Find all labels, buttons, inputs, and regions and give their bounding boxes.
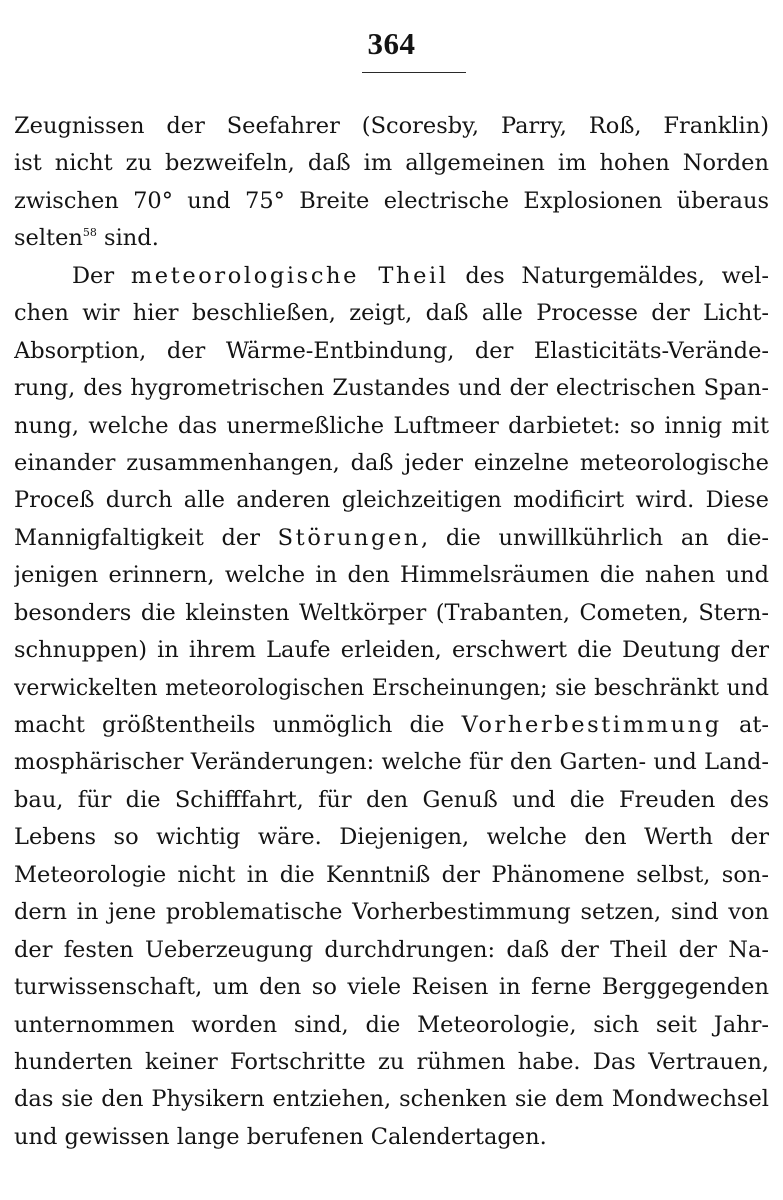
page-number: 364 bbox=[367, 26, 416, 61]
text-line bbox=[14, 670, 769, 707]
text-run: Proceß durch alle anderen gleichzeitigen modificirt wird. Diese bbox=[14, 487, 769, 514]
text-run: selten bbox=[14, 225, 83, 252]
text-run: besonders die kleinsten Weltkörper (Trabanten, Cometen, Stern- bbox=[14, 599, 769, 626]
text-line bbox=[14, 1081, 769, 1118]
text-line bbox=[14, 969, 769, 1006]
text-run: , die unwillkührlich an die- bbox=[421, 524, 769, 551]
text-line bbox=[14, 932, 769, 969]
header-rule bbox=[362, 72, 466, 73]
text-run: at- bbox=[721, 712, 769, 738]
text-line bbox=[14, 520, 769, 557]
text-run: hunderten keiner Fortschritte zu rühmen habe. Das Vertrauen, bbox=[14, 1048, 769, 1075]
text-run: nung, welche das unermeßliche Luftmeer darbietet: so innig mit bbox=[14, 412, 769, 439]
emphasized-text: Störungen bbox=[277, 524, 422, 551]
text-run: einander zusammenhangen, daß jeder einzelne meteorologische bbox=[14, 449, 769, 476]
text-run: verwickelten meteorologischen Erscheinungen; sie beschränkt und bbox=[14, 675, 769, 701]
text-run: rung, des hygrometrischen Zustandes und der electrischen Span- bbox=[14, 375, 769, 402]
text-run: chen wir hier beschließen, zeigt, daß alle Processe der Licht- bbox=[14, 300, 769, 327]
text-run: sind. bbox=[96, 225, 159, 252]
emphasized-text: meteorologische Theil bbox=[130, 262, 449, 289]
text-line bbox=[14, 1119, 769, 1156]
body-text bbox=[14, 108, 769, 1156]
text-run: zwischen 70° und 75° Breite electrische Explosionen überaus bbox=[14, 187, 769, 214]
text-line bbox=[14, 108, 769, 145]
text-line bbox=[14, 145, 769, 182]
text-run: und gewissen lange berufenen Calendertagen. bbox=[14, 1123, 547, 1150]
text-line bbox=[14, 408, 769, 445]
text-line bbox=[14, 595, 769, 632]
text-line bbox=[14, 445, 769, 482]
text-line bbox=[14, 1044, 769, 1081]
text-line bbox=[14, 819, 769, 856]
text-line bbox=[14, 482, 769, 519]
text-line bbox=[14, 258, 769, 295]
text-run: des Naturgemäldes, wel- bbox=[448, 262, 769, 289]
text-line bbox=[14, 744, 769, 781]
text-run: der festen Ueberzeugung durchdrungen: daß der Theil der Na- bbox=[14, 936, 769, 963]
text-line bbox=[14, 632, 769, 669]
text-run: unternommen worden sind, die Meteorologie, sich seit Jahr- bbox=[14, 1011, 769, 1038]
text-run: macht größtentheils unmöglich die bbox=[14, 712, 462, 738]
text-run: ist nicht zu bezweifeln, daß im allgemeinen im hohen Norden bbox=[14, 150, 769, 177]
text-line bbox=[14, 183, 769, 220]
text-run: turwissenschaft, um den so viele Reisen in ferne Berggegenden bbox=[14, 974, 769, 1001]
footnote-ref: 58 bbox=[82, 226, 97, 240]
text-run: Lebens so wichtig wäre. Diejenigen, welche den Werth der bbox=[14, 824, 769, 851]
text-run: Zeugnissen der Seefahrer (Scoresby, Parry, Roß, Franklin) bbox=[14, 113, 769, 139]
text-run: das sie den Physikern entziehen, schenken sie dem Mondwechsel bbox=[14, 1086, 769, 1113]
text-line bbox=[14, 1007, 769, 1044]
text-run: Absorption, der Wärme-Entbindung, der Elasticitäts-Verände- bbox=[14, 337, 769, 364]
text-run: Mannigfaltigkeit der bbox=[14, 524, 278, 551]
emphasized-text: Vorherbestimmung bbox=[461, 712, 722, 738]
text-line bbox=[14, 220, 769, 257]
text-run: Meteorologie nicht in die Kenntniß der Phänomene selbst, son- bbox=[14, 861, 769, 888]
text-line bbox=[14, 857, 769, 894]
text-run: mosphärischer Veränderungen: welche für den Garten- und Land- bbox=[14, 749, 769, 776]
text-line bbox=[14, 557, 769, 594]
text-run: jenigen erinnern, welche in den Himmelsräumen die nahen und bbox=[14, 562, 769, 589]
text-run: schnuppen) in ihrem Laufe erleiden, erschwert die Deutung der bbox=[14, 637, 769, 664]
text-line bbox=[14, 370, 769, 407]
text-line bbox=[14, 333, 769, 370]
text-line bbox=[14, 782, 769, 819]
text-run: dern in jene problematische Vorherbestimmung setzen, sind von bbox=[14, 899, 769, 926]
text-run: Der bbox=[72, 262, 131, 289]
text-line bbox=[14, 707, 769, 744]
text-run: bau, für die Schifffahrt, für den Genuß und die Freuden des bbox=[14, 786, 769, 813]
text-line bbox=[14, 894, 769, 931]
text-line bbox=[14, 295, 769, 332]
